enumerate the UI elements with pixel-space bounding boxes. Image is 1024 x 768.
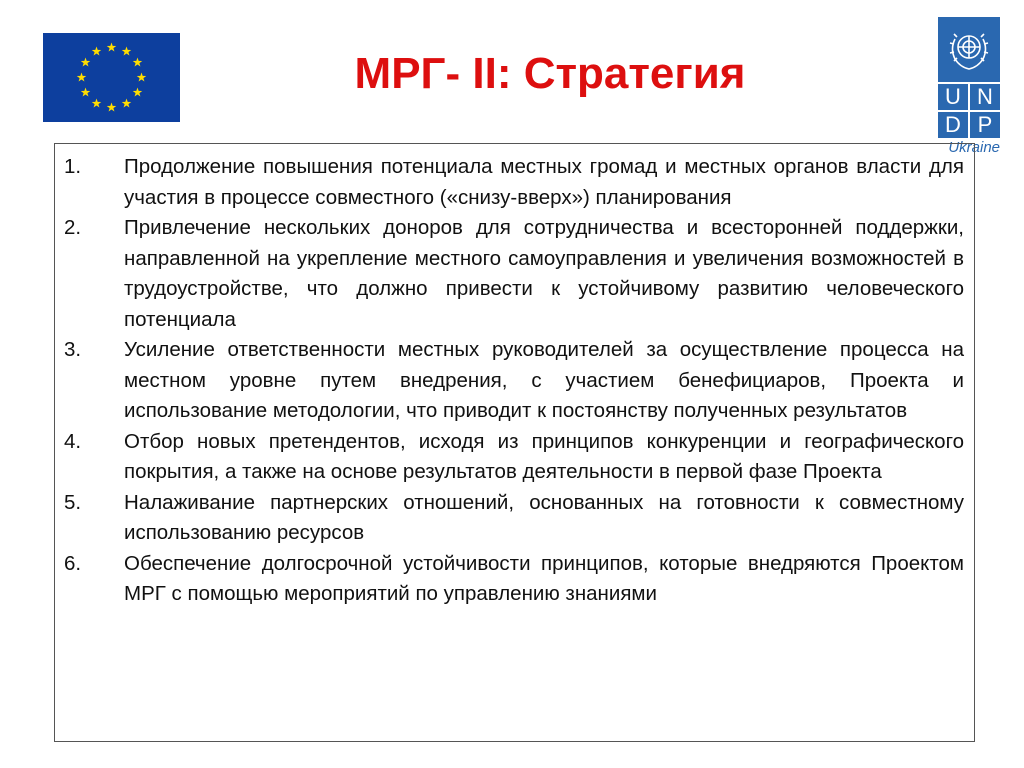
item-text: Отбор новых претендентов, исходя из принципов конкуренции и географического покрытия, а также на основе результатов деятельности в первой фазе Проекта <box>124 429 964 483</box>
undp-letter-grid <box>938 84 1000 138</box>
eu-flag-icon <box>43 33 180 122</box>
undp-letter: N <box>970 84 1000 110</box>
item-text: Обеспечение долгосрочной устойчивости принципов, которые внедряются Проектом МРГ с помощью мероприятий по управлению знаниями <box>124 551 964 605</box>
item-number: 5. <box>64 490 82 514</box>
item-number: 2. <box>64 216 82 239</box>
content-box <box>54 143 975 742</box>
item-text: Продолжение повышения потенциала местных громад и местных органов власти для участия в процессе совместного («снизу-вверх») планирования <box>124 155 964 209</box>
list-item <box>64 549 964 610</box>
un-emblem-icon <box>938 17 1000 82</box>
undp-logo <box>938 17 1000 155</box>
item-number: 3. <box>64 338 82 361</box>
undp-letter: D <box>938 112 968 138</box>
undp-letter: P <box>970 112 1000 138</box>
undp-letter: U <box>938 84 968 110</box>
item-number: 1. <box>64 155 82 178</box>
item-number: 6. <box>64 551 82 575</box>
list-item <box>64 427 964 488</box>
strategy-list <box>64 152 964 610</box>
item-text: Привлечение нескольких доноров для сотрудничества и всесторонней поддержки, направленной на укрепление местного самоуправления и увеличения возможностей в трудоустройстве, что должно привести к устойчивому развитию человеческого потенциала <box>124 216 964 331</box>
page-title: МРГ- II: Стратегия <box>354 49 746 98</box>
item-text: Усиление ответственности местных руководителей за осуществление процесса на местном уровне путем внедрения, с участием бенефициаров, Проекта и использование методологии, что приводит к постоянству полученных результатов <box>124 338 964 422</box>
list-item <box>64 213 964 335</box>
eu-flag-logo <box>43 33 180 122</box>
undp-country-label: Ukraine <box>948 139 1000 156</box>
undp-emblem <box>938 17 1000 82</box>
list-item <box>64 335 964 427</box>
list-item <box>64 152 964 213</box>
item-number: 4. <box>64 429 82 453</box>
item-text: Налаживание партнерских отношений, основанных на готовности к совместному использованию ресурсов <box>124 490 964 544</box>
list-item <box>64 488 964 549</box>
